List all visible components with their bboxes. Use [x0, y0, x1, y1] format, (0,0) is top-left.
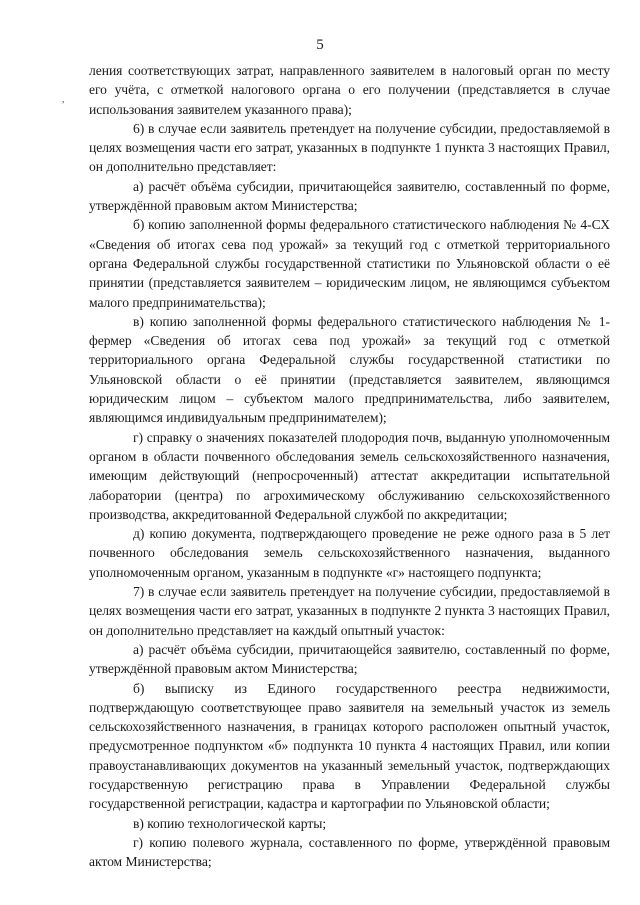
paragraph-7v: в) копию технологической карты; — [133, 815, 327, 831]
document-body — [89, 61, 610, 871]
page-number: 5 — [316, 37, 324, 53]
paragraph-continuation: ления соответствующих затрат, направленного заявителем в налоговый орган по месту его учёта, с отметкой налогового органа о его получении (представляется в случае использования заявителем указанного права); — [89, 63, 610, 117]
paragraph-7b: б) выписку из Единого государственного реестра недвижимости, подтверждающую соответствующее право заявителя на земельный участок из земель сельскохозяйственного назначения, в границах которого расположен опытный участок, предусмотренное подпунктом «б» подпункта 10 пункта 4 настоящих Правил, или копии правоустанавливающих документов на указанный земельный участок, подтверждающих государственную регистрацию права в Управлении Федеральной службы государственной регистрации, кадастра и картографии по Ульяновской области; — [89, 680, 610, 812]
margin-mark: , — [62, 94, 65, 105]
paragraph-6a: а) расчёт объёма субсидии, причитающейся заявителю, составленный по форме, утверждённой правовым актом Министерства; — [89, 178, 610, 214]
paragraph-item-6: 6) в случае если заявитель претендует на получение субсидии, предоставляемой в целях возмещения части его затрат, указанных в подпункте 1 пункта 3 настоящих Правил, он дополнительно представляет: — [89, 120, 610, 175]
paragraph-item-7: 7) в случае если заявитель претендует на получение субсидии, предоставляемой в целях возмещения части его затрат, указанных в подпункте 2 пункта 3 настоящих Правил, он дополнительно представляет на каждый опытный участок: — [89, 584, 610, 638]
paragraph-6d: д) копию документа, подтверждающего проведение не реже одного раза в 5 лет почвенного обследования земель сельскохозяйственного назначения, выданного уполномоченным органом, указанным в подпункте «г» настоящего подпункта; — [89, 526, 610, 580]
paragraph-6v: в) копию заполненной формы федерального статистического наблюдения № 1-фермер «Сведения об итогах сева под урожай» за текущий год с отметкой территориального органа Федеральной службы государственной статистики по Ульяновской области о её принятии (представляется заявителем, являющимся юридическим лицом – субъектом малого предпринимательства, либо заявителем, являющимся индивидуальным предпринимателем); — [89, 313, 610, 426]
paragraph-6g: г) справку о значениях показателей плодородия почв, выданную уполномоченным органом в области почвенного обследования земель сельскохозяйственного назначения, имеющим действующий (непросроченный) аттестат аккредитации испытательной лаборатории (центра) по агрохимическому обслуживанию сельскохозяйственного производства, аккредитованной Федеральной службой по аккредитации; — [89, 429, 610, 522]
paragraph-7g: г) копию полевого журнала, составленного по форме, утверждённой правовым актом Министерства; — [89, 834, 610, 870]
paragraph-7a: а) расчёт объёма субсидии, причитающейся заявителю, составленный по форме, утверждённой правовым актом Министерства; — [89, 641, 610, 677]
paragraph-6b: б) копию заполненной формы федерального статистического наблюдения № 4-СХ «Сведения об итогах сева под урожай» за текущий год с отметкой территориального органа Федеральной службы государственной статистики по Ульяновской области о её принятии (представляется заявителем – юридическим лицом, не являющимся субъектом малого предпринимательства); — [89, 217, 610, 310]
